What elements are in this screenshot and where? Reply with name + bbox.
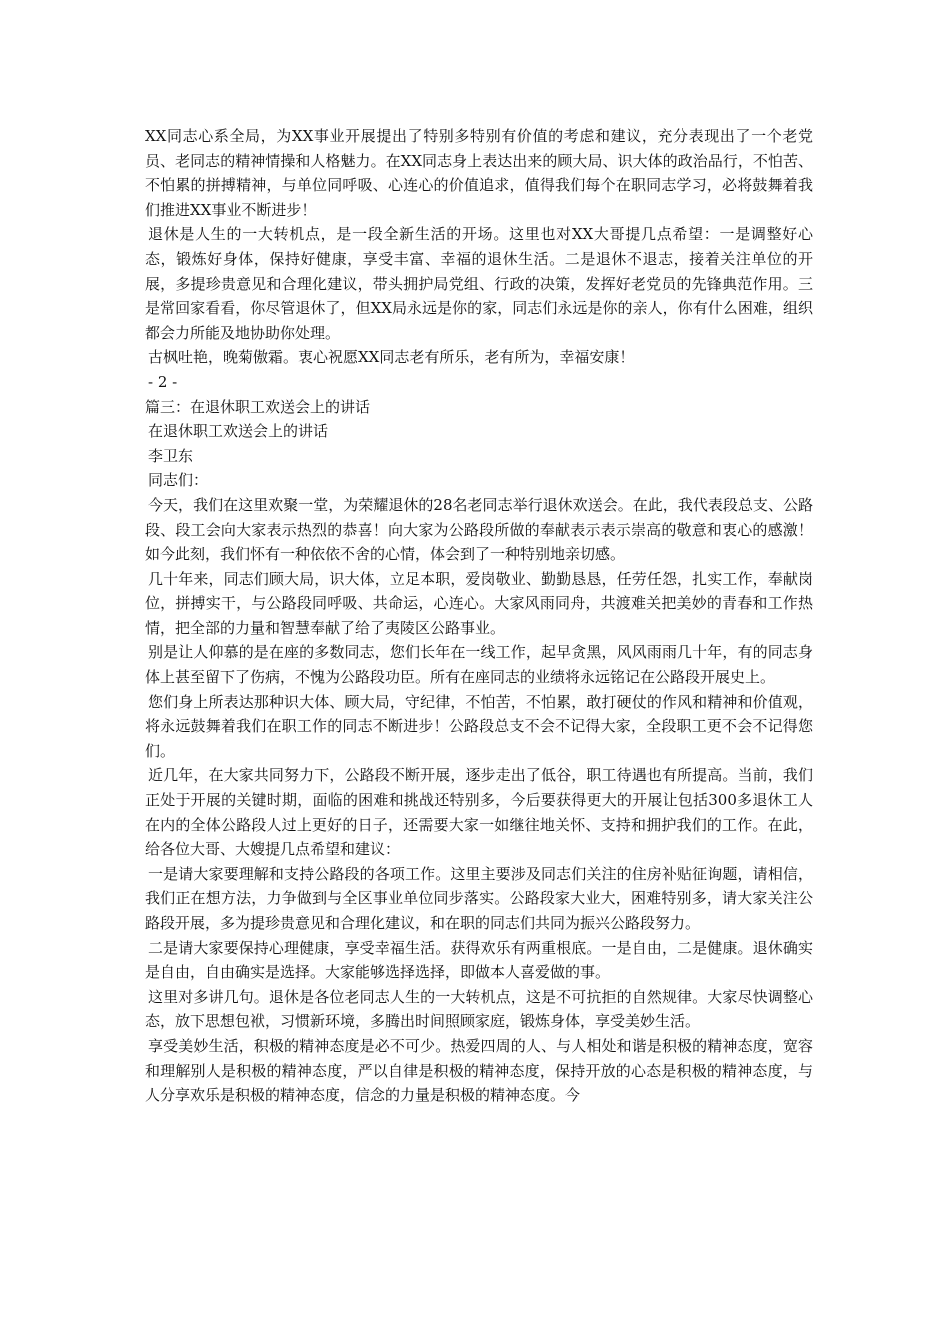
paragraph: 享受美妙生活，积极的精神态度是必不可少。热爱四周的人、与人相处和谐是积极的精神态度，宽容和理解别人是积极的精神态度，严以自律是积极的精神态度，保持开放的心态是积极的精神态度，与人分享欢乐是积极的精神态度，信念的力量是积极的精神态度。今 (145, 1036, 813, 1105)
section-heading: 篇三：在退休职工欢送会上的讲话 (145, 397, 371, 416)
paragraph: 近几年，在大家共同努力下，公路段不断开展，逐步走出了低谷，职工待遇也有所提高。当前，我们正处于开展的关键时期，面临的困难和挑战还特别多，今后要获得更大的开展让包括300多退休工人在内的全体公路段人过上更好的日子，还需要大家一如继往地关怀、支持和拥护我们的工作。在此，给各位大哥、大嫂提几点希望和建议： (145, 766, 813, 859)
paragraph: 退休是人生的一大转机点，是一段全新生活的开场。这里也对XX大哥提几点希望：一是调整好心态，锻炼好身体，保持好健康，享受丰富、幸福的退休生活。二是退休不退志，接着关注单位的开展，多提珍贵意见和合理化建议，带头拥护局党组、行政的决策，发挥好老党员的先锋典范作用。三是常回家看看，你尽管退休了，但XX局永远是你的家，同志们永远是你的亲人，你有什么困难，组织都会力所能及地协助你处理。 (145, 225, 813, 342)
salutation: 同志们： (148, 471, 209, 490)
paragraph: 二是请大家要保持心理健康，享受幸福生活。获得欢乐有两重根底。一是自由，二是健康。退休确实是自由，自由确实是选择。大家能够选择选择，即做本人喜爱做的事。 (145, 938, 813, 982)
paragraph: 别是让人仰慕的是在座的多数同志，您们长年在一线工作，起早贪黑，风风雨雨几十年，有的同志身体上甚至留下了伤病，不愧为公路段功臣。所有在座同志的业绩将永远铭记在公路段开展史上。 (145, 643, 813, 687)
page-number: - 2 - (148, 372, 178, 391)
paragraph: XX同志心系全局，为XX事业开展提出了特别多特别有价值的考虑和建议，充分表现出了一个老党员、老同志的精神情操和人格魅力。在XX同志身上表达出来的顾大局、识大体的政治品行，不怕苦、不怕累的拼搏精神，与单位同呼吸、心连心的价值追求，值得我们每个在职同志学习，必将鼓舞着我们推进XX事业不断进步！ (145, 127, 813, 219)
paragraph: 古枫吐艳，晚菊傲霜。衷心祝愿XX同志老有所乐，老有所为，幸福安康！ (148, 348, 635, 367)
speaker-name: 李卫东 (148, 446, 194, 465)
paragraph: 这里对多讲几句。退休是各位老同志人生的一大转机点，这是不可抗拒的自然规律。大家尽快调整心态，放下思想包袱，习惯新环境，多腾出时间照顾家庭，锻炼身体，享受美妙生活。 (145, 987, 813, 1031)
paragraph: 几十年来，同志们顾大局，识大体，立足本职，爱岗敬业、勤勤恳恳，任劳任怨，扎实工作，奉献岗位，拼搏实干，与公路段同呼吸、共命运，心连心。大家风雨同舟，共渡难关把美妙的青春和工作热情，把全部的力量和智慧奉献了给了夷陵区公路事业。 (145, 569, 813, 637)
paragraph: 您们身上所表达那种识大体、顾大局，守纪律，不怕苦，不怕累，敢打硬仗的作风和精神和价值观，将永远鼓舞着我们在职工作的同志不断进步！公路段总支不会不记得大家，全段职工更不会不记得您们。 (145, 692, 813, 760)
paragraph: 一是请大家要理解和支持公路段的各项工作。这里主要涉及同志们关注的住房补贴征询题，请相信，我们正在想方法，力争做到与全区事业单位同步落实。公路段家大业大，困难特别多，请大家关注公路段开展，多为提珍贵意见和合理化建议，和在职的同志们共同为振兴公路段努力。 (145, 864, 813, 932)
paragraph: 今天，我们在这里欢聚一堂，为荣耀退休的28名老同志举行退休欢送会。在此，我代表段总支、公路段、段工会向大家表示热烈的恭喜！向大家为公路段所做的奉献表示表示崇高的敬意和衷心的感激！ 如今此刻，我们怀有一种依依不舍的心情，体会到了一种特别地亲切感。 (145, 495, 813, 564)
document-body (145, 124, 813, 1108)
speech-title: 在退休职工欢送会上的讲话 (148, 422, 329, 441)
